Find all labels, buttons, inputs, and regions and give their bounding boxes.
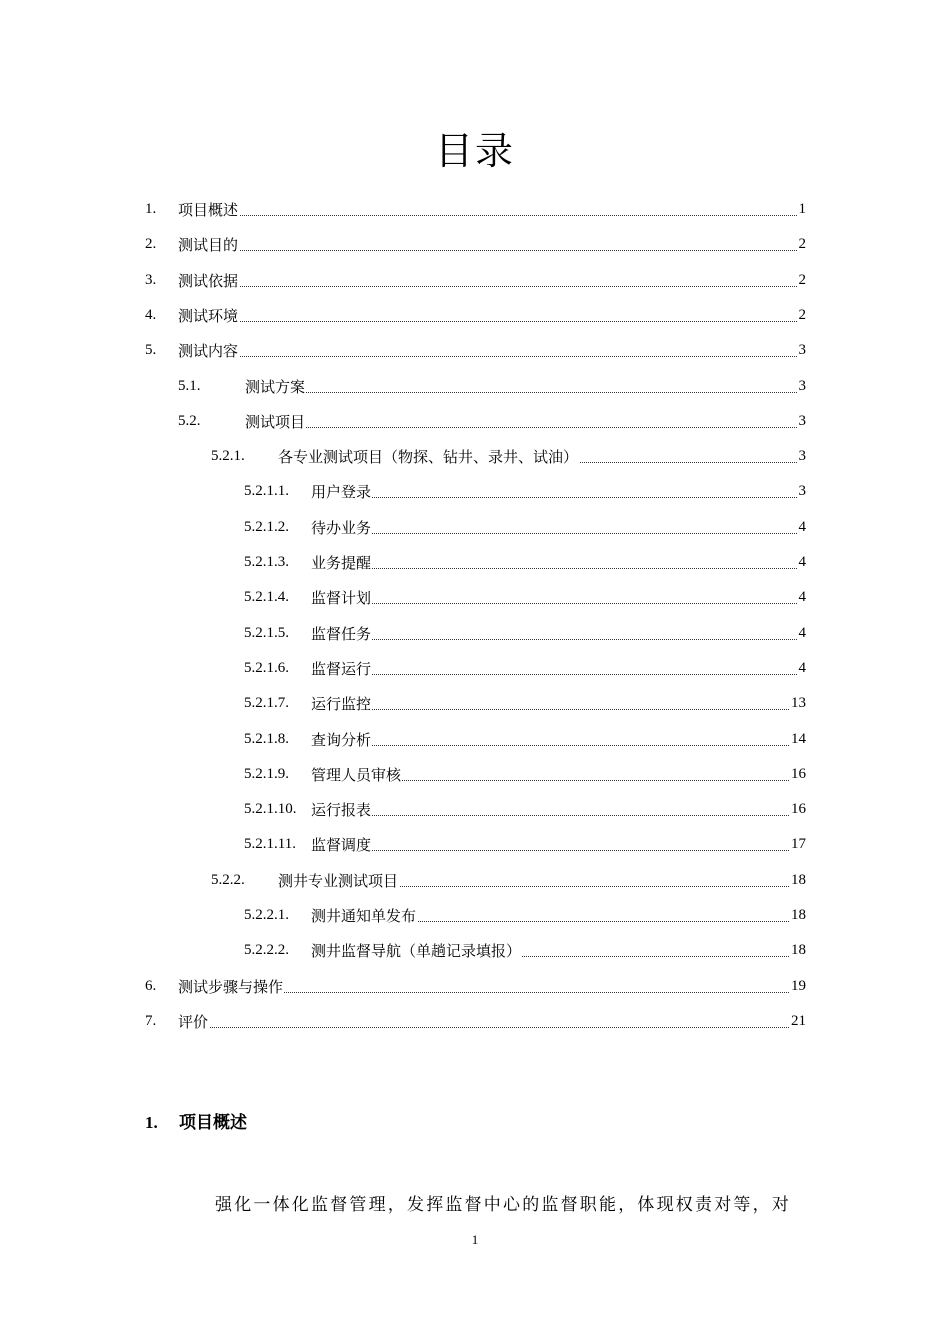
toc-entry-page: 3 bbox=[798, 448, 806, 465]
toc-entry-text: 监督调度 bbox=[311, 834, 372, 855]
toc-entry-text: 测井通知单发布 bbox=[311, 905, 417, 926]
toc-dot-leader bbox=[321, 673, 805, 675]
section-number: 1. bbox=[145, 1113, 158, 1132]
toc-entry[interactable] bbox=[0, 580, 950, 615]
toc-entry-text: 测试方案 bbox=[245, 376, 306, 397]
toc-entry-text: 测试依据 bbox=[178, 270, 239, 291]
toc-dot-leader bbox=[321, 602, 805, 604]
toc-entry-text: 各专业测试项目（物探、钻井、录井、试油） bbox=[278, 446, 579, 467]
toc-entry-text: 运行监控 bbox=[311, 693, 372, 714]
toc-entry-page: 3 bbox=[798, 342, 806, 359]
toc-entry-number: 4. bbox=[145, 306, 157, 323]
toc-entry[interactable] bbox=[0, 510, 950, 545]
toc-entry-page: 18 bbox=[791, 871, 806, 888]
toc-entry-number: 5.2.1.9. bbox=[244, 765, 289, 782]
toc-entry-number: 5.1. bbox=[178, 377, 201, 394]
toc-entry-number: 5.2.1.11. bbox=[244, 836, 296, 853]
toc-entry-page: 13 bbox=[791, 695, 806, 712]
toc-entry[interactable] bbox=[0, 227, 950, 262]
toc-dot-leader bbox=[188, 320, 805, 322]
toc-entry-page: 4 bbox=[798, 554, 806, 570]
toc-entry-text: 监督运行 bbox=[311, 658, 372, 679]
page-number: 1 bbox=[471, 1232, 479, 1247]
toc-dot-leader bbox=[188, 355, 805, 357]
toc-dot-leader bbox=[321, 849, 805, 851]
toc-dot-leader bbox=[188, 249, 805, 251]
toc-entry-page: 17 bbox=[791, 836, 806, 853]
toc-entry[interactable] bbox=[0, 722, 950, 757]
toc-entry-number: 5.2.1. bbox=[211, 448, 245, 465]
toc-entry-text: 测试环境 bbox=[178, 305, 239, 326]
toc-entry[interactable] bbox=[0, 545, 950, 580]
toc-entry[interactable] bbox=[0, 439, 950, 474]
toc-dot-leader bbox=[188, 1026, 805, 1028]
toc-entry-text: 待办业务 bbox=[311, 517, 372, 538]
toc-entry-number: 3. bbox=[145, 271, 157, 288]
toc-entry[interactable] bbox=[0, 863, 950, 898]
toc-entry-page: 4 bbox=[798, 624, 806, 641]
toc-entry-text: 管理人员审核 bbox=[311, 764, 402, 785]
toc-entry-number: 5.2.1.3. bbox=[244, 554, 289, 570]
toc-entry-text: 监督计划 bbox=[311, 587, 372, 608]
toc-dot-leader bbox=[321, 638, 805, 640]
toc-dot-leader bbox=[321, 496, 805, 498]
toc-entry-number: 5.2.1.1. bbox=[244, 483, 289, 500]
toc-dot-leader bbox=[188, 285, 805, 287]
toc-entry-number: 5.2.1.8. bbox=[244, 730, 289, 747]
toc-entry[interactable] bbox=[0, 616, 950, 651]
toc-entry-number: 5.2.2. bbox=[211, 871, 245, 888]
toc-entry-text: 业务提醒 bbox=[311, 552, 372, 573]
toc-entry-number: 5.2. bbox=[178, 412, 201, 429]
toc-entry[interactable] bbox=[0, 1004, 950, 1039]
toc-entry-text: 查询分析 bbox=[311, 729, 372, 750]
toc-dot-leader bbox=[321, 814, 805, 816]
toc-entry[interactable] bbox=[0, 969, 950, 1004]
toc-entry-text: 项目概述 bbox=[178, 199, 239, 220]
toc-entry-page: 19 bbox=[791, 977, 806, 994]
toc-entry-page: 2 bbox=[798, 271, 806, 288]
toc-entry[interactable] bbox=[0, 827, 950, 862]
toc-entry-text: 测试内容 bbox=[178, 340, 239, 361]
toc-entry-number: 2. bbox=[145, 236, 157, 253]
toc-entry[interactable] bbox=[0, 192, 950, 227]
toc-dot-leader bbox=[255, 391, 805, 393]
toc-entry-page: 3 bbox=[798, 483, 806, 500]
toc-dot-leader bbox=[255, 426, 805, 428]
toc-entry-number: 5.2.1.5. bbox=[244, 624, 289, 641]
section-title: 项目概述 bbox=[179, 1113, 247, 1133]
toc-entry-number: 5.2.2.2. bbox=[244, 942, 289, 959]
toc-entry-page: 4 bbox=[798, 589, 806, 606]
toc-entry-number: 5.2.1.7. bbox=[244, 695, 289, 712]
toc-entry[interactable] bbox=[0, 298, 950, 333]
toc-entry-number: 5.2.1.6. bbox=[244, 659, 289, 676]
toc-entry[interactable] bbox=[0, 369, 950, 404]
toc-entry-text: 用户登录 bbox=[311, 481, 372, 502]
toc-entry-text: 测试步骤与操作 bbox=[178, 976, 284, 997]
toc-entry-page: 16 bbox=[791, 765, 806, 782]
toc-entry-text: 测试目的 bbox=[178, 234, 239, 255]
toc-entry[interactable] bbox=[0, 474, 950, 509]
toc-entry-text: 评价 bbox=[178, 1011, 209, 1032]
toc-entry-text: 监督任务 bbox=[311, 623, 372, 644]
toc-entry[interactable] bbox=[0, 404, 950, 439]
toc-entry-number: 1. bbox=[145, 201, 157, 217]
toc-entry-text: 运行报表 bbox=[311, 799, 372, 820]
toc-entry[interactable] bbox=[0, 686, 950, 721]
toc-entry-page: 2 bbox=[798, 306, 806, 323]
toc-dot-leader bbox=[188, 214, 805, 216]
toc-entry-page: 14 bbox=[791, 730, 806, 747]
toc-entry-page: 21 bbox=[791, 1012, 806, 1029]
toc-entry[interactable] bbox=[0, 263, 950, 298]
toc-entry-text: 测井专业测试项目 bbox=[278, 870, 399, 891]
toc-entry[interactable] bbox=[0, 898, 950, 933]
toc-entry[interactable] bbox=[0, 757, 950, 792]
toc-entry-number: 5.2.1.2. bbox=[244, 518, 289, 535]
toc-entry-page: 3 bbox=[798, 377, 806, 394]
section-heading bbox=[145, 1108, 247, 1133]
toc-entry-page: 16 bbox=[791, 801, 806, 818]
toc-entry-page: 2 bbox=[798, 236, 806, 253]
toc-entry-number: 5.2.1.4. bbox=[244, 589, 289, 606]
toc-entry[interactable] bbox=[0, 933, 950, 968]
toc-entry[interactable] bbox=[0, 792, 950, 827]
toc-entry[interactable] bbox=[0, 333, 950, 368]
toc-entry-number: 5.2.1.10. bbox=[244, 801, 297, 818]
toc-entry-text: 测试项目 bbox=[245, 411, 306, 432]
toc-entry-page: 3 bbox=[798, 412, 806, 429]
toc-entry-page: 18 bbox=[791, 942, 806, 959]
toc-entry-number: 5. bbox=[145, 342, 157, 359]
toc-entry[interactable] bbox=[0, 651, 950, 686]
toc-entry-page: 4 bbox=[798, 518, 806, 535]
toc-entry-number: 7. bbox=[145, 1012, 157, 1029]
toc-dot-leader bbox=[321, 567, 805, 569]
toc-dot-leader bbox=[321, 532, 805, 534]
toc-entry-text: 测井监督导航（单趟记录填报） bbox=[311, 940, 522, 961]
toc-title: 目录 bbox=[434, 131, 515, 173]
body-paragraph: 强化一体化监督管理，发挥监督中心的监督职能，体现权责对等，对 bbox=[215, 1195, 791, 1214]
toc-entry-number: 6. bbox=[145, 977, 157, 994]
toc-entry-page: 18 bbox=[791, 907, 806, 923]
toc-dot-leader bbox=[321, 744, 805, 746]
toc-entry-number: 5.2.2.1. bbox=[244, 907, 289, 923]
toc-dot-leader bbox=[321, 708, 805, 710]
toc-entry-page: 4 bbox=[798, 659, 806, 676]
toc-entry-page: 1 bbox=[798, 201, 806, 217]
